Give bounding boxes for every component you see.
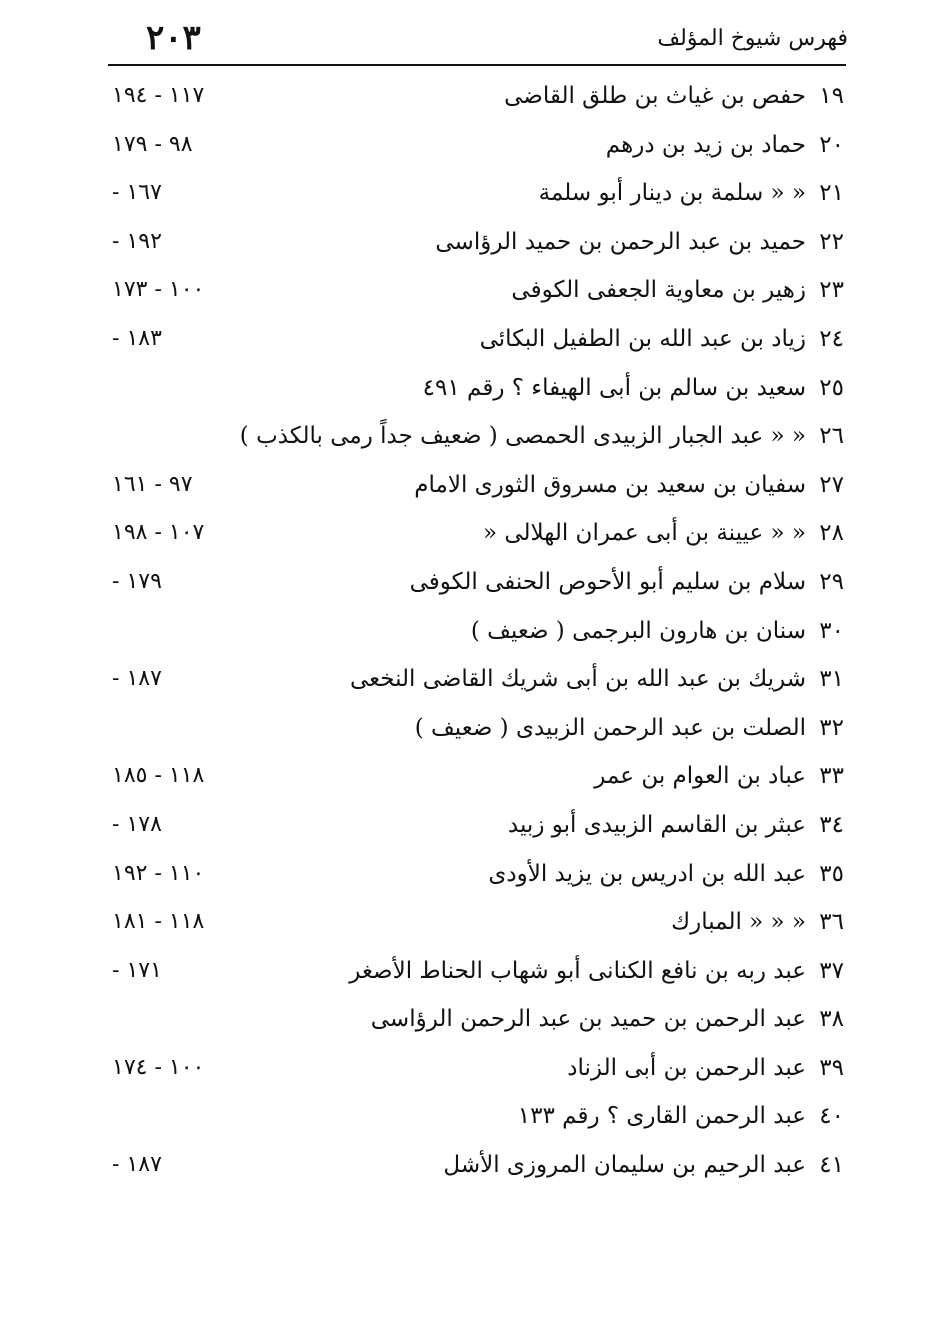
list-item (108, 757, 848, 806)
entry-number: ٢٠ (819, 131, 844, 158)
entry-dates: ٩٨ - ١٧٩ (112, 131, 193, 157)
entry-dates: ١١٠ - ١٩٢ (112, 860, 205, 886)
list-item (108, 417, 848, 466)
entry-name: حفص بن غياث بن طلق القاضى (504, 83, 806, 109)
list-item (108, 903, 848, 952)
list-item (108, 223, 848, 272)
list-item (108, 660, 848, 709)
entry-name: « « عيينة بن أبى عمران الهلالى « (482, 520, 806, 547)
list-item (108, 1000, 848, 1049)
entry-number: ٢٦ (819, 423, 844, 450)
list-item (108, 126, 848, 175)
entry-number: ٢٤ (819, 325, 844, 352)
list-item (108, 563, 848, 612)
entry-number: ٣٦ (819, 909, 844, 936)
entry-name: حميد بن عبد الرحمن بن حميد الرؤاسى (435, 228, 806, 255)
entry-dates: - ١٦٧ (112, 180, 162, 206)
entry-dates: - ١٧١ (112, 957, 162, 983)
list-item (108, 952, 848, 1001)
entry-dates: ١٠٠ - ١٧٣ (112, 277, 205, 303)
entry-name: عبثر بن القاسم الزبيدى أبو زبيد (507, 811, 806, 838)
list-item (108, 855, 848, 904)
list-item (108, 174, 848, 223)
entry-name: عبد الرحمن بن حميد بن عبد الرحمن الرؤاسى (370, 1006, 806, 1033)
list-item (108, 806, 848, 855)
entry-name: عبد الرحمن بن أبى الزناد (567, 1054, 806, 1081)
list-item (108, 612, 848, 661)
entry-dates: ١١٨ - ١٨٥ (112, 763, 205, 789)
running-title: فهرس شيوخ المؤلف (657, 26, 848, 51)
list-item (108, 369, 848, 418)
entry-name: زياد بن عبد الله بن الطفيل البكائى (479, 325, 806, 352)
entry-name: سفيان بن سعيد بن مسروق الثورى الامام (414, 471, 806, 498)
entry-name: سعيد بن سالم بن أبى الهيفاء ؟ رقم ٤٩١ (422, 374, 806, 401)
entry-number: ٤١ (819, 1152, 844, 1179)
entry-name: عبد الله بن ادريس بن يزيد الأودى (488, 860, 806, 887)
entry-dates: ٩٧ - ١٦١ (112, 471, 193, 497)
list-item (108, 466, 848, 515)
entry-number: ٣٨ (819, 1006, 844, 1033)
entry-dates: ١١٨ - ١٨١ (112, 909, 205, 935)
entry-number: ٣٣ (819, 763, 844, 790)
list-item (108, 1049, 848, 1098)
entry-name: عبد الرحمن القارى ؟ رقم ١٣٣ (517, 1103, 806, 1130)
entry-number: ٢٩ (819, 568, 844, 595)
list-item (108, 514, 848, 563)
page-number: ٢٠٣ (146, 18, 201, 58)
entry-number: ٢١ (819, 180, 844, 207)
list-item (108, 271, 848, 320)
entry-name: زهير بن معاوية الجعفى الكوفى (511, 277, 806, 304)
entry-dates: ١١٧ - ١٩٤ (112, 83, 205, 108)
entry-name: سنان بن هارون البرجمى ( ضعيف ) (470, 617, 806, 644)
entry-number: ٣٩ (819, 1054, 844, 1081)
page-header (108, 16, 848, 62)
entry-number: ٣٥ (819, 860, 844, 887)
entry-name: شريك بن عبد الله بن أبى شريك القاضى النخعى (349, 666, 806, 693)
entries-list (108, 77, 848, 1195)
list-item (108, 320, 848, 369)
entry-name: عبد ربه بن نافع الكنانى أبو شهاب الحناط الأصغر (349, 957, 806, 984)
entry-name: حماد بن زيد بن درهم (605, 131, 806, 158)
entry-number: ٤٠ (819, 1103, 844, 1130)
entry-dates: - ١٩٢ (112, 228, 162, 254)
entry-name: « « « المبارك (671, 909, 806, 936)
entry-number: ٢٢ (819, 228, 844, 255)
entry-name: عبد الرحيم بن سليمان المروزى الأشل (443, 1152, 806, 1179)
entry-number: ٣٤ (819, 811, 844, 838)
entry-number: ٣٠ (819, 617, 844, 644)
entry-number: ٣١ (819, 666, 844, 693)
entry-dates: ١٠٠ - ١٧٤ (112, 1054, 205, 1080)
list-item (108, 709, 848, 758)
entry-name: الصلت بن عبد الرحمن الزبيدى ( ضعيف ) (414, 714, 806, 741)
list-item (108, 77, 848, 126)
entry-dates: ١٠٧ - ١٩٨ (112, 520, 205, 546)
entry-name: سلام بن سليم أبو الأحوص الحنفى الكوفى (409, 568, 806, 595)
list-item (108, 1097, 848, 1146)
entry-dates: - ١٧٨ (112, 811, 162, 837)
entry-dates: - ١٧٩ (112, 568, 162, 594)
entry-number: ٣٢ (819, 714, 844, 741)
entry-number: ٢٨ (819, 520, 844, 547)
entry-number: ٢٧ (819, 471, 844, 498)
entry-dates: - ١٨٣ (112, 325, 162, 351)
entry-number: ١٩ (819, 83, 844, 109)
entry-dates: - ١٨٧ (112, 1152, 162, 1178)
entry-name: « « عبد الجبار الزبيدى الحمصى ( ضعيف جداً رمى بالكذب ) (239, 423, 806, 450)
entry-number: ٢٣ (819, 277, 844, 304)
list-item (108, 1146, 848, 1195)
entry-name: عباد بن العوام بن عمر (594, 763, 806, 790)
entry-name: « « سلمة بن دينار أبو سلمة (538, 180, 806, 207)
entry-number: ٢٥ (819, 374, 844, 401)
header-divider (108, 64, 846, 66)
entry-dates: - ١٨٧ (112, 666, 162, 692)
entry-number: ٣٧ (819, 957, 844, 984)
